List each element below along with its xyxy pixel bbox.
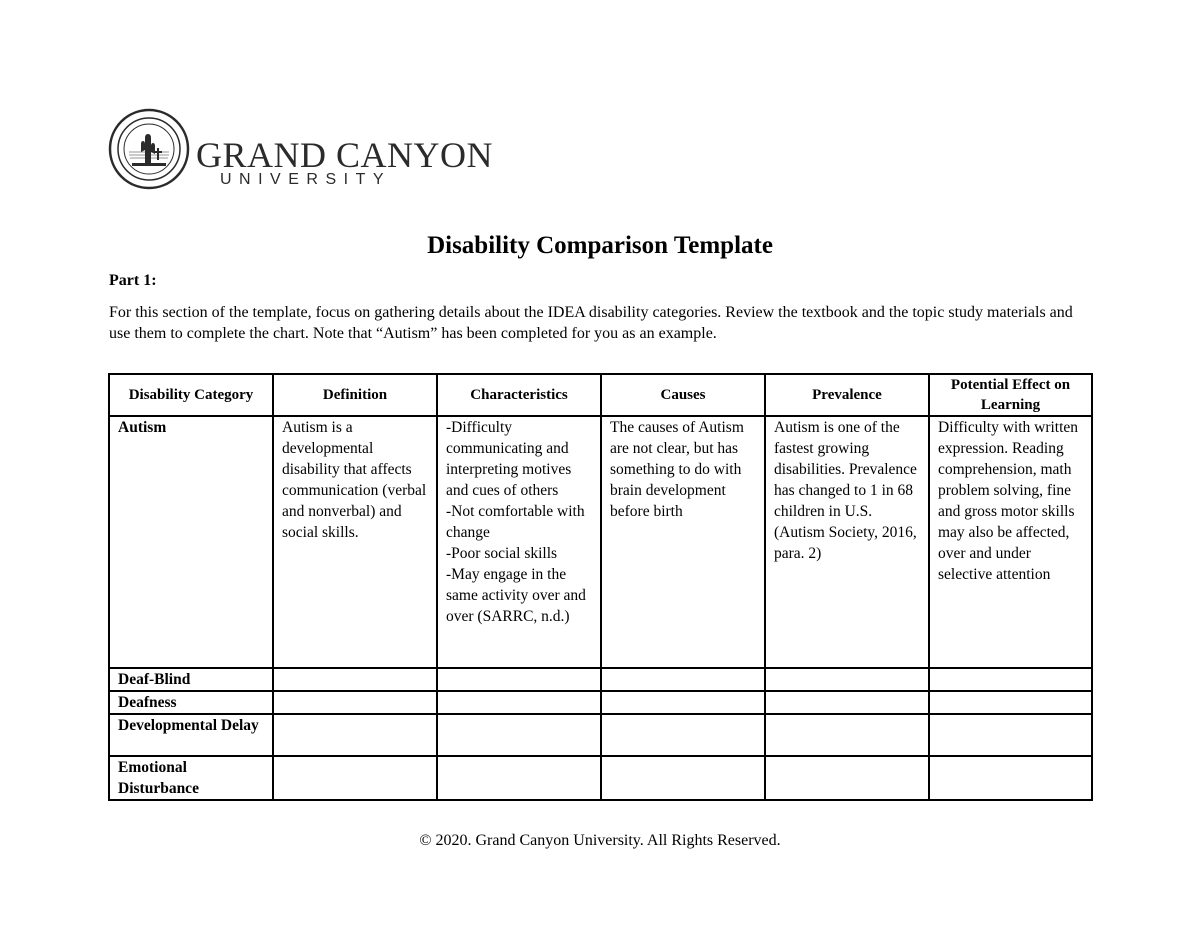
- table-row: [109, 668, 1092, 691]
- causes-cell[interactable]: [601, 714, 765, 756]
- page-title: Disability Comparison Template: [427, 232, 773, 259]
- header-characteristics: Characteristics: [437, 374, 601, 416]
- characteristics-cell[interactable]: [437, 668, 601, 691]
- category-cell: Deafness: [109, 691, 273, 714]
- causes-cell[interactable]: The causes of Autism are not clear, but has something to do with brain development before birth: [601, 416, 765, 668]
- prevalence-cell[interactable]: [765, 714, 929, 756]
- effect-cell[interactable]: [929, 714, 1092, 756]
- effect-cell[interactable]: Difficulty with written expression. Reading comprehension, math problem solving, fine and gross motor skills may also be affected, over and under selective attention: [929, 416, 1092, 668]
- category-cell: Emotional Disturbance: [109, 756, 273, 800]
- prevalence-cell[interactable]: [765, 756, 929, 800]
- prevalence-cell[interactable]: [765, 691, 929, 714]
- definition-cell[interactable]: [273, 756, 437, 800]
- part-label: Part 1:: [109, 272, 157, 289]
- effect-cell[interactable]: [929, 756, 1092, 800]
- category-cell: Autism: [109, 416, 273, 668]
- definition-cell[interactable]: [273, 714, 437, 756]
- header-prevalence: Prevalence: [765, 374, 929, 416]
- prevalence-cell[interactable]: [765, 668, 929, 691]
- logo-wordmark: GRAND CANYON: [196, 135, 494, 175]
- causes-cell[interactable]: [601, 691, 765, 714]
- header-definition: Definition: [273, 374, 437, 416]
- table-row: [109, 416, 1092, 668]
- causes-cell[interactable]: [601, 756, 765, 800]
- table-row: [109, 756, 1092, 800]
- intro-paragraph: For this section of the template, focus on gathering details about the IDEA disability categories. Review the textbook and the topic study materials and use them to complete the chart. Note that “Autism” has been completed for you as an example.: [109, 304, 1073, 342]
- prevalence-cell[interactable]: Autism is one of the fastest growing disabilities. Prevalence has changed to 1 in 68 children in U.S. (Autism Society, 2016, para. 2): [765, 416, 929, 668]
- header-potential-effect: Potential Effect on Learning: [929, 374, 1092, 416]
- definition-cell[interactable]: [273, 691, 437, 714]
- causes-cell[interactable]: [601, 668, 765, 691]
- effect-cell[interactable]: [929, 691, 1092, 714]
- category-cell: Deaf-Blind: [109, 668, 273, 691]
- characteristics-cell[interactable]: -Difficulty communicating and interpreting motives and cues of others -Not comfortable with change -Poor social skills -May engage in the same activity over and over (SARRC, n.d.): [437, 416, 601, 668]
- header-causes: Causes: [601, 374, 765, 416]
- logo-subtitle: UNIVERSITY: [220, 171, 392, 188]
- table-row: [109, 714, 1092, 756]
- definition-cell[interactable]: Autism is a developmental disability that affects communication (verbal and nonverbal) and social skills.: [273, 416, 437, 668]
- header-disability-category: Disability Category: [109, 374, 273, 416]
- definition-cell[interactable]: [273, 668, 437, 691]
- characteristics-cell[interactable]: [437, 714, 601, 756]
- university-logo: [108, 108, 494, 196]
- characteristics-cell[interactable]: [437, 756, 601, 800]
- university-seal-icon: [108, 108, 190, 190]
- disability-comparison-table: [108, 373, 1093, 801]
- effect-cell[interactable]: [929, 668, 1092, 691]
- copyright-footer: © 2020. Grand Canyon University. All Rights Reserved.: [419, 832, 781, 849]
- table-row: [109, 691, 1092, 714]
- characteristics-cell[interactable]: [437, 691, 601, 714]
- category-cell: Developmental Delay: [109, 714, 273, 756]
- table-header-row: [109, 374, 1092, 416]
